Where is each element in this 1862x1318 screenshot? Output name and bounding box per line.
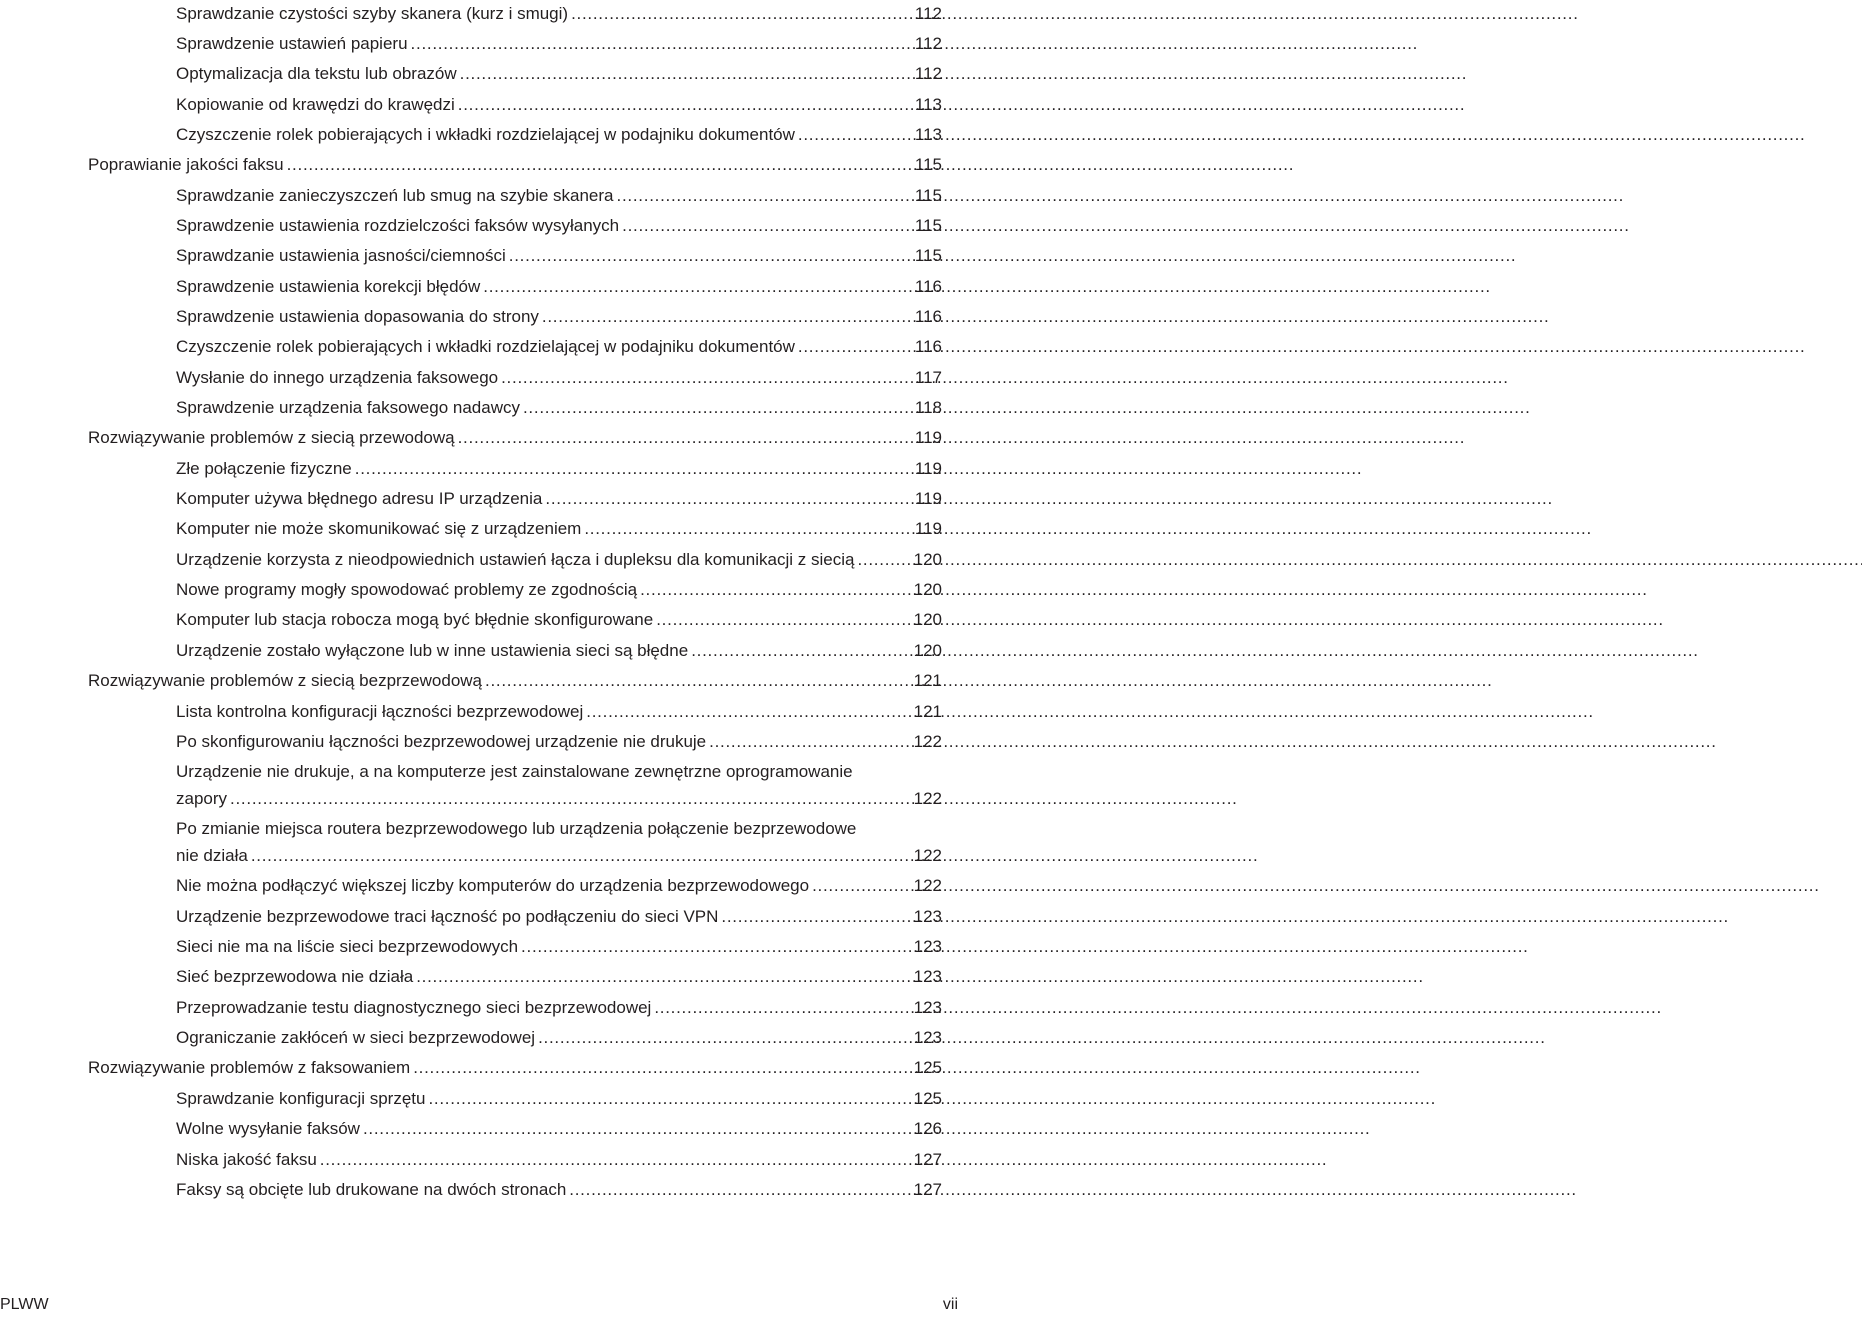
toc-entry[interactable] [88, 667, 942, 694]
toc-entry[interactable] [176, 1146, 942, 1173]
toc-entry-title: Sprawdzanie ustawienia jasności/ciemności [176, 246, 506, 265]
toc-entry-page: 123 [913, 1028, 942, 1047]
toc-entry[interactable] [176, 994, 942, 1021]
dot-leader [509, 242, 912, 269]
dot-leader [584, 515, 912, 542]
toc-entry-title: Lista kontrolna konfiguracji łączności bezprzewodowej [176, 702, 584, 721]
toc-entry-title: Urządzenie bezprzewodowe traci łączność po podłączeniu do sieci VPN [176, 907, 719, 926]
dot-leader [691, 637, 910, 664]
toc-entry-title: Optymalizacja dla tekstu lub obrazów [176, 64, 457, 83]
toc-entry-page: 112 [914, 34, 942, 53]
toc-entry-page: 122 [913, 732, 942, 751]
toc-entry-page: 123 [913, 967, 942, 986]
dot-leader [428, 1085, 910, 1112]
dot-leader [485, 667, 911, 694]
toc-entry[interactable] [176, 273, 942, 300]
toc-entry-title: Kopiowanie od krawędzi do krawędzi [176, 95, 455, 114]
toc-entry[interactable] [176, 1115, 942, 1142]
toc-entry-title: Nie można podłączyć większej liczby komputerów do urządzenia bezprzewodowego [176, 876, 810, 895]
dot-leader [413, 1054, 910, 1081]
toc-entry-page: 120 [913, 610, 942, 629]
toc-entry-title: Rozwiązywanie problemów z siecią przewodową [88, 428, 455, 447]
toc-entry-title: Sprawdzenie ustawienia rozdzielczości faksów wysyłanych [176, 216, 620, 235]
dot-leader [569, 1176, 910, 1203]
toc-entry-title-continued: nie działa [176, 846, 248, 865]
toc-entry-page: 119 [914, 459, 942, 478]
toc-entry-title: Wolne wysyłanie faksów [176, 1119, 360, 1138]
toc-entry[interactable] [176, 30, 942, 57]
toc-entry-title: Niska jakość faksu [176, 1150, 317, 1169]
toc-entry-page: 122 [913, 789, 942, 808]
toc-entry-page: 121 [913, 671, 942, 690]
toc-entry[interactable] [176, 872, 942, 899]
dot-leader [251, 842, 911, 869]
toc-entry-title: Po skonfigurowaniu łączności bezprzewodowej urządzenie nie drukuje [176, 732, 707, 751]
toc-entry-title: Ograniczanie zakłóceń w sieci bezprzewodowej [176, 1028, 536, 1047]
toc-entry[interactable] [176, 303, 942, 330]
toc-entry-title: Rozwiązywanie problemów z faksowaniem [88, 1058, 411, 1077]
dot-leader [721, 903, 910, 930]
toc-entry-page: 123 [913, 937, 942, 956]
toc-entry-title: Sprawdzanie czystości szyby skanera (kurz i smugi) [176, 4, 569, 23]
toc-entry-page: 116 [914, 277, 942, 296]
dot-leader [571, 0, 912, 27]
dot-leader [355, 455, 912, 482]
toc-entry-title: Sprawdzenie urządzenia faksowego nadawcy [176, 398, 520, 417]
toc-entry[interactable] [176, 815, 942, 869]
toc-entry-page: 121 [913, 702, 942, 721]
toc-entry-page: 123 [913, 907, 942, 926]
toc-entry-page: 112 [914, 64, 942, 83]
dot-leader [416, 963, 910, 990]
toc-entry-title: Sprawdzenie ustawień papieru [176, 34, 408, 53]
toc-entry[interactable] [176, 0, 942, 27]
toc-entry-title: Urządzenie nie drukuje, a na komputerze jest zainstalowane zewnętrzne oprogramowanie [176, 762, 853, 781]
toc-entry-title: Sprawdzanie konfiguracji sprzętu [176, 1089, 426, 1108]
toc-entry-title: Komputer używa błędnego adresu IP urządzenia [176, 489, 543, 508]
toc-entry-title: Sieci nie ma na liście sieci bezprzewodowych [176, 937, 519, 956]
toc-entry[interactable] [176, 728, 942, 755]
dot-leader [287, 151, 912, 178]
toc-entry[interactable] [176, 515, 942, 542]
footer-page-number: vii [942, 1296, 958, 1313]
dot-leader [857, 546, 910, 573]
toc-entry[interactable] [176, 637, 942, 664]
dot-leader [538, 1024, 911, 1051]
toc-entry-title: Urządzenie korzysta z nieodpowiednich ustawień łącza i dupleksu dla komunikacji z siecią [176, 550, 855, 569]
toc-entry-title: Urządzenie zostało wyłączone lub w inne ustawienia sieci są błędne [176, 641, 689, 660]
toc-entry-page: 115 [914, 155, 942, 174]
toc-entry-title: Nowe programy mogły spowodować problemy ze zgodnością [176, 580, 638, 599]
toc-entry[interactable] [176, 1024, 942, 1051]
toc-entry-page: 119 [914, 489, 942, 508]
toc-entry[interactable] [176, 333, 942, 360]
toc-entry-title: Przeprowadzanie testu diagnostycznego sieci bezprzewodowej [176, 998, 652, 1017]
dot-leader [798, 121, 912, 148]
toc-entry[interactable] [176, 212, 942, 239]
dot-leader [542, 303, 912, 330]
toc-entry[interactable] [176, 546, 942, 573]
toc-entry[interactable] [88, 424, 942, 451]
toc-entry-page: 116 [914, 337, 942, 356]
toc-entry[interactable] [176, 242, 942, 269]
toc-entry-title: Czyszczenie rolek pobierających i wkładki rozdzielającej w podajniku dokumentów [176, 125, 795, 144]
toc-entry[interactable] [176, 576, 942, 603]
dot-leader [622, 212, 912, 239]
toc-entry-page: 120 [913, 641, 942, 660]
dot-leader [617, 182, 912, 209]
toc-entry[interactable] [176, 1085, 942, 1112]
toc-entry[interactable] [176, 698, 942, 725]
toc-entry-title: Poprawianie jakości faksu [88, 155, 284, 174]
dot-leader [812, 872, 911, 899]
toc-entry-title: Rozwiązywanie problemów z siecią bezprzewodową [88, 671, 483, 690]
dot-leader [458, 91, 912, 118]
toc-entry[interactable] [176, 91, 942, 118]
toc-entry[interactable] [176, 606, 942, 633]
toc-entry[interactable] [176, 903, 942, 930]
toc-entry-page: 127 [913, 1180, 942, 1199]
toc-entry-page: 117 [914, 368, 942, 387]
toc-entry[interactable] [176, 182, 942, 209]
toc-entry[interactable] [176, 485, 942, 512]
dot-leader [501, 364, 912, 391]
toc-entry-page: 122 [913, 846, 942, 865]
toc-entry-page: 127 [913, 1150, 942, 1169]
toc-entry-page: 120 [913, 550, 942, 569]
toc-entry-title: Sprawdzenie ustawienia korekcji błędów [176, 277, 481, 296]
toc-entry-title: Faksy są obcięte lub drukowane na dwóch stronach [176, 1180, 567, 1199]
toc-entry[interactable] [176, 394, 942, 421]
toc-entry-page: 125 [913, 1058, 942, 1077]
toc-entry-page: 113 [914, 125, 942, 144]
toc-entry-page: 115 [914, 246, 942, 265]
toc-entry-title: Komputer nie może skomunikować się z urządzeniem [176, 519, 582, 538]
dot-leader [586, 698, 910, 725]
dot-leader [363, 1115, 911, 1142]
dot-leader [320, 1146, 911, 1173]
toc-entry[interactable] [176, 60, 942, 87]
dot-leader [460, 60, 912, 87]
toc-entry-page: 118 [914, 398, 942, 417]
dot-leader [798, 333, 912, 360]
dot-leader [640, 576, 911, 603]
toc-entry-title: Komputer lub stacja robocza mogą być błędnie skonfigurowane [176, 610, 654, 629]
toc-entry-page: 126 [913, 1119, 942, 1138]
toc-entry[interactable] [176, 933, 942, 960]
toc-entry-title-continued: zapory [176, 789, 228, 808]
toc-entry-page: 119 [914, 519, 942, 538]
dot-leader [458, 424, 912, 451]
toc-entry-page: 119 [914, 428, 942, 447]
dot-leader [545, 485, 912, 512]
dot-leader [230, 785, 911, 812]
toc-entry-title: Złe połączenie fizyczne [176, 459, 352, 478]
toc-entry-page: 113 [914, 95, 942, 114]
toc-entry-title: Sprawdzenie ustawienia dopasowania do strony [176, 307, 539, 326]
toc-entry-title: Czyszczenie rolek pobierających i wkładki rozdzielającej w podajniku dokumentów [176, 337, 795, 356]
dot-leader [709, 728, 910, 755]
dot-leader [654, 994, 910, 1021]
toc-entry-page: 123 [913, 998, 942, 1017]
toc-entry[interactable] [176, 364, 942, 391]
toc-entry-title: Wysłanie do innego urządzenia faksowego [176, 368, 499, 387]
toc-entry-page: 125 [913, 1089, 942, 1108]
dot-leader [411, 30, 912, 57]
toc-entry-page: 116 [914, 307, 942, 326]
toc-entry[interactable] [88, 1054, 942, 1081]
dot-leader [521, 933, 911, 960]
toc-entry[interactable] [176, 963, 942, 990]
dot-leader [483, 273, 912, 300]
dot-leader [656, 606, 910, 633]
toc-entry[interactable] [88, 151, 942, 178]
toc-entry[interactable] [176, 1176, 942, 1203]
footer-language-code: PLWW [0, 1296, 49, 1313]
toc-entry[interactable] [176, 121, 942, 148]
toc-entry-page: 112 [914, 4, 942, 23]
toc-entry-page: 122 [913, 876, 942, 895]
toc-entry-title: Sprawdzanie zanieczyszczeń lub smug na szybie skanera [176, 186, 614, 205]
toc-entry[interactable] [176, 758, 942, 812]
toc-entry-page: 115 [914, 186, 942, 205]
dot-leader [523, 394, 912, 421]
toc-entry-title: Po zmianie miejsca routera bezprzewodowego lub urządzenia połączenie bezprzewodowe [176, 819, 857, 838]
toc-entry-page: 115 [914, 216, 942, 235]
toc-entry-page: 120 [913, 580, 942, 599]
toc-entry-title: Sieć bezprzewodowa nie działa [176, 967, 414, 986]
toc-entry[interactable] [176, 455, 942, 482]
